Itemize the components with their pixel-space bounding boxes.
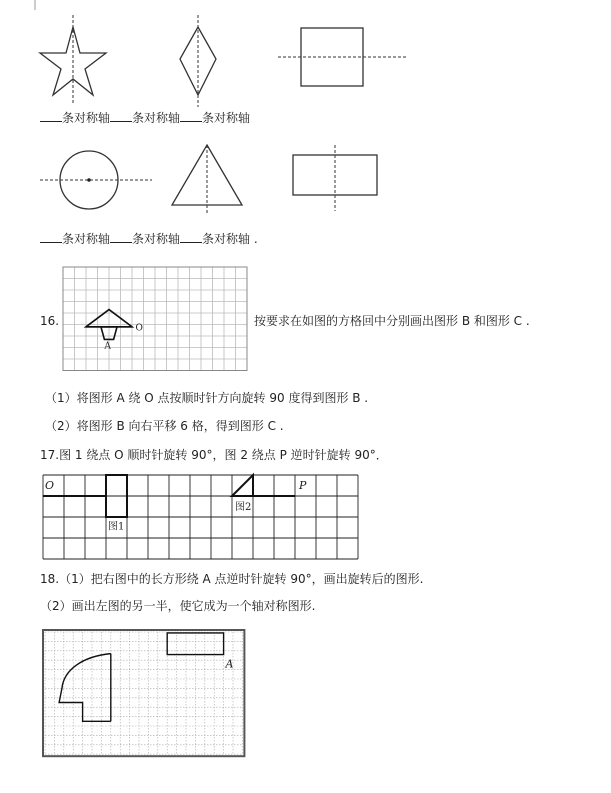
row2-caption xyxy=(40,232,258,246)
caption-text: 条对称轴 xyxy=(62,232,111,246)
q16-number: 16. xyxy=(40,314,60,328)
row1-caption xyxy=(40,111,250,125)
q17-text: 17.图 1 绕点 O 顺时针旋转 90°，图 2 绕点 P 逆时针旋转 90°． xyxy=(40,448,388,462)
corner-mark-right xyxy=(540,0,580,12)
figure2-label: 图2 xyxy=(235,502,252,513)
label-o: O xyxy=(135,323,143,334)
caption-text: 条对称轴 xyxy=(202,232,251,246)
q16-sub1: （1）将图形 A 绕 O 点按顺时针方向旋转 90 度得到图形 B . xyxy=(45,391,369,405)
figure1-label: 图1 xyxy=(108,521,125,533)
caption-text: 条对称轴 xyxy=(132,111,181,125)
half-figure xyxy=(59,654,111,722)
caption-text: 条对称轴 xyxy=(202,111,251,125)
label-a: A xyxy=(104,341,111,352)
q16-grid xyxy=(60,264,254,376)
circle-figure xyxy=(40,148,155,214)
triangle-figure xyxy=(170,143,246,213)
caption-text: 条对称轴 xyxy=(62,111,111,125)
label-p: P xyxy=(299,479,307,492)
rectangle-figure-2 xyxy=(290,145,382,211)
q18-text1: 18.（1）把右图中的长方形绕 A 点逆时针旋转 90°，画出旋转后的图形. xyxy=(40,572,424,586)
q17-grid xyxy=(42,474,362,560)
label-o: O xyxy=(45,479,55,492)
caption-text: 条对称轴 xyxy=(132,232,181,246)
q16-sub2: （2）将图形 B 向右平移 6 格，得到图形 C . xyxy=(45,419,284,433)
corner-mark-left xyxy=(0,0,40,12)
label-a: A xyxy=(225,657,234,671)
rectangle-figure-1 xyxy=(278,28,408,88)
figure2-triangle xyxy=(232,475,253,496)
q18-text2: （2）画出左图的另一半，使它成为一个轴对称图形. xyxy=(40,599,316,613)
star-figure xyxy=(38,15,110,95)
q16-instruction: 按要求在如图的方格回中分别画出图形 B 和图形 C . xyxy=(254,314,530,328)
rhombus-figure xyxy=(178,15,222,95)
q18-grid xyxy=(42,629,252,757)
caption-text: . xyxy=(253,232,258,246)
